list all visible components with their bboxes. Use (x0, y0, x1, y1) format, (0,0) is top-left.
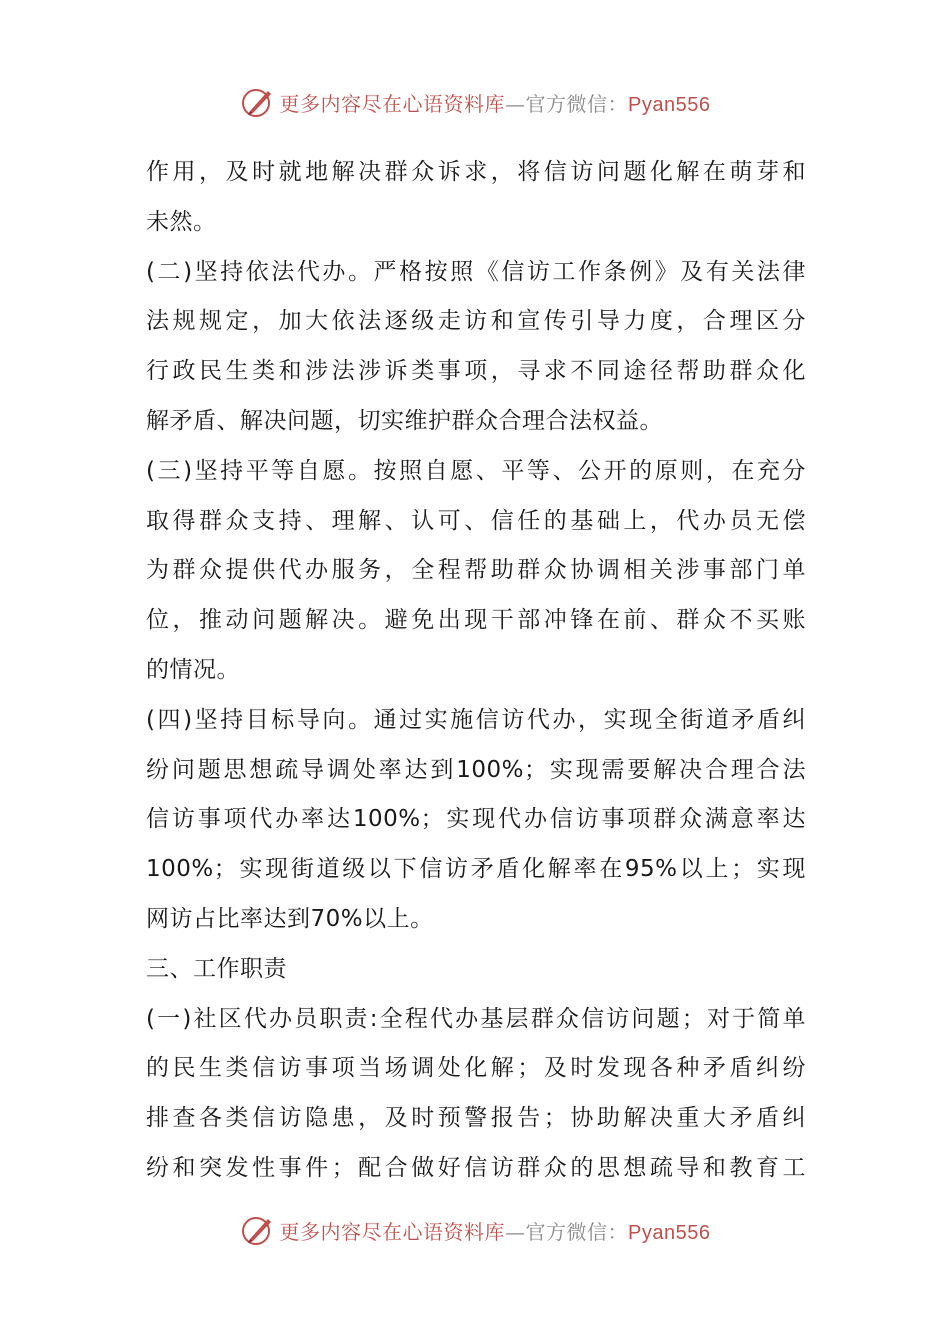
body-line: 位，推动问题解决。避免出现干部冲锋在前、群众不买账 (146, 607, 806, 634)
quill-logo-icon (240, 1212, 276, 1248)
header-wechat-id: Pyan556 (628, 93, 711, 116)
footer-separator: — (505, 1219, 526, 1244)
document-body (146, 148, 806, 1194)
header-banner-text (280, 88, 711, 117)
header-brand-text: 更多内容尽在心语资料库 (279, 91, 506, 116)
header-official-label: 官方微信： (525, 91, 629, 116)
body-line: 纷和突发性事件；配合做好信访群众的思想疏导和教育工 (146, 1154, 806, 1181)
body-line: 纷问题思想疏导调处率达到100%；实现需要解决合理合法 (146, 756, 806, 783)
footer-brand-text: 更多内容尽在心语资料库 (279, 1219, 506, 1244)
body-line: 未然。 (146, 208, 217, 235)
body-line: 法规规定，加大依法逐级走访和宣传引导力度，合理区分 (146, 308, 806, 335)
header-banner (0, 80, 950, 124)
body-line: 排查各类信访隐患，及时预警报告；协助解决重大矛盾纠 (146, 1105, 806, 1132)
footer-wechat-id: Pyan556 (628, 1221, 711, 1244)
body-line: 的情况。 (146, 656, 240, 683)
body-line: 三、工作职责 (146, 955, 287, 982)
body-line: 的民生类信访事项当场调处化解；及时发现各种矛盾纠纷 (146, 1055, 806, 1082)
body-line: 解矛盾、解决问题，切实维护群众合理合法权益。 (146, 407, 663, 434)
body-line: 网访占比率达到70%以上。 (146, 905, 434, 932)
quill-logo-icon (240, 84, 276, 120)
body-line: 作用，及时就地解决群众诉求，将信访问题化解在萌芽和 (146, 159, 806, 185)
body-line: 行政民生类和涉法涉诉类事项，寻求不同途径帮助群众化 (146, 358, 806, 385)
body-line: 为群众提供代办服务，全程帮助群众协调相关涉事部门单 (146, 557, 806, 584)
body-line: (二)坚持依法代办。严格按照《信访工作条例》及有关法律 (146, 258, 806, 285)
body-line: 取得群众支持、理解、认可、信任的基础上，代办员无偿 (146, 507, 806, 534)
body-line: (三)坚持平等自愿。按照自愿、平等、公开的原则，在充分 (146, 457, 806, 484)
footer-official-label: 官方微信： (525, 1219, 629, 1244)
body-line: 100%；实现街道级以下信访矛盾化解率在95%以上；实现 (146, 856, 806, 883)
body-line: 信访事项代办率达100%；实现代办信访事项群众满意率达 (146, 806, 806, 833)
body-line: (四)坚持目标导向。通过实施信访代办，实现全街道矛盾纠 (146, 706, 806, 733)
footer-banner (0, 1208, 950, 1252)
header-separator: — (505, 91, 526, 116)
footer-banner-text (280, 1216, 711, 1245)
body-line: (一)社区代办员职责:全程代办基层群众信访问题；对于简单 (146, 1005, 806, 1032)
